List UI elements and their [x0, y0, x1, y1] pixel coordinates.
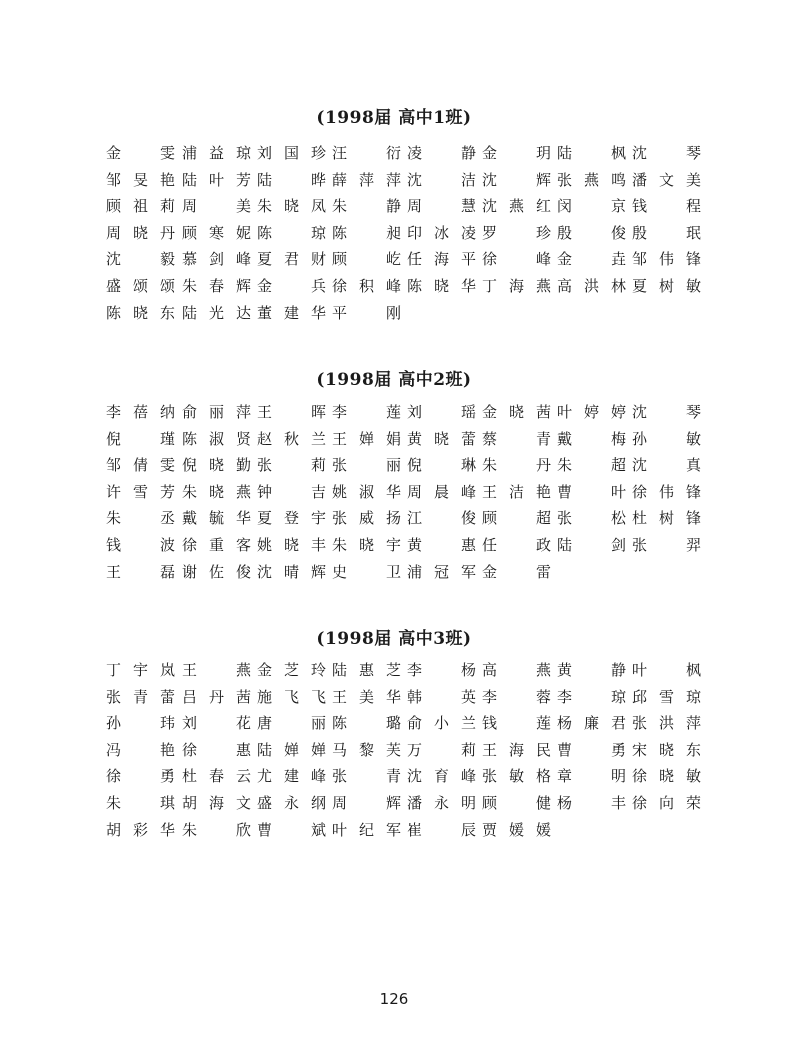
student-name: 陆叶芳 [182, 170, 251, 189]
name-row [106, 170, 701, 197]
student-name: 邹倩雯 [106, 456, 175, 475]
student-name: 张羿 [632, 535, 701, 554]
student-name: 王磊 [106, 562, 175, 581]
student-name: 陆枫 [557, 144, 626, 162]
student-name: 浦益琼 [182, 144, 251, 162]
student-name: 顾健 [482, 793, 551, 812]
student-name: 张莉 [257, 456, 326, 475]
student-name: 沈真 [632, 456, 701, 475]
student-name: 贾媛媛 [482, 820, 551, 839]
student-name: 徐向荣 [632, 793, 701, 812]
student-name: 钱波 [106, 535, 175, 554]
page-number: 126 [379, 990, 409, 1008]
student-name: 朱丞 [106, 509, 175, 528]
student-name: 蔡青 [482, 429, 551, 448]
student-name: 高燕 [482, 661, 551, 679]
student-name: 沈燕红 [482, 197, 551, 216]
student-name: 顾超 [482, 509, 551, 528]
student-name: 盛永纲 [257, 793, 326, 812]
student-name: 金玥 [482, 144, 551, 162]
student-name: 陈淑贤 [182, 429, 251, 448]
student-name: 倪瑾 [106, 429, 175, 448]
student-name: 金晓茜 [482, 403, 551, 421]
student-name: 夏登宇 [257, 509, 326, 528]
student-name: 朱晓燕 [182, 482, 251, 501]
student-name: 浦冠军 [407, 562, 476, 581]
student-name: 夏君财 [257, 250, 326, 269]
student-name: 张丽 [332, 456, 401, 475]
student-name: 崔辰 [407, 820, 476, 839]
student-name: 史卫 [332, 562, 401, 581]
student-name: 平刚 [332, 303, 401, 322]
student-name: 陆剑 [557, 535, 626, 554]
student-name: 董建华 [257, 303, 326, 322]
student-name: 徐惠 [182, 740, 251, 759]
student-name: 陈晓华 [407, 276, 476, 295]
student-name: 张敏格 [482, 767, 551, 786]
student-name: 张松 [557, 509, 626, 528]
student-name: 黄晓蕾 [407, 429, 476, 448]
name-row [106, 429, 701, 456]
student-name: 江俊 [407, 509, 476, 528]
student-name: 叶纪军 [332, 820, 401, 839]
student-name: 杜树锋 [632, 509, 701, 528]
student-name: 陆惠芝 [332, 661, 401, 679]
student-name: 周晨峰 [407, 482, 476, 501]
name-row [106, 766, 701, 793]
student-name: 王洁艳 [482, 482, 551, 501]
name-row [106, 223, 701, 250]
name-row [106, 402, 701, 429]
student-name: 姚晓丰 [257, 535, 326, 554]
student-name: 沈琴 [632, 403, 701, 421]
student-name: 尤建峰 [257, 767, 326, 786]
student-name: 张洪萍 [632, 714, 701, 733]
student-name: 谢佐俊 [182, 562, 251, 581]
student-name: 孙玮 [106, 714, 175, 733]
student-name: 陈晓东 [106, 303, 175, 322]
name-grid-class-2 [106, 402, 701, 588]
student-name: 许雪芳 [106, 482, 175, 501]
student-name: 金雷 [482, 562, 551, 581]
student-name: 冯艳 [106, 740, 175, 759]
student-name: 张青 [332, 767, 401, 786]
student-name: 章明 [557, 767, 626, 786]
student-name: 俞丽萍 [182, 403, 251, 421]
student-name: 沈洁 [407, 170, 476, 189]
student-name: 戴梅 [557, 429, 626, 448]
student-name: 金垚 [557, 250, 626, 269]
student-name: 胡彩华 [106, 820, 175, 839]
student-name: 徐勇 [106, 767, 175, 786]
name-row [106, 687, 701, 714]
student-name: 施飞飞 [257, 687, 326, 706]
student-name: 刘瑶 [407, 403, 476, 421]
name-row [106, 535, 701, 562]
student-name: 盛颂颂 [106, 276, 175, 295]
student-name: 李琼 [557, 687, 626, 706]
student-name: 朱琪 [106, 793, 175, 812]
student-name: 高洪林 [557, 276, 626, 295]
student-name: 周慧 [407, 197, 476, 216]
student-name: 俞小兰 [407, 714, 476, 733]
student-name: 丁海燕 [482, 276, 551, 295]
name-row [106, 562, 686, 589]
student-name: 潘永明 [407, 793, 476, 812]
name-row [106, 740, 701, 767]
student-name: 周辉 [332, 793, 401, 812]
student-name: 汪衍 [332, 144, 401, 162]
student-name: 邱雪琼 [632, 687, 701, 706]
student-name: 朱静 [332, 197, 401, 216]
student-name: 沈辉 [482, 170, 551, 189]
student-name: 吕丹茜 [182, 687, 251, 706]
student-name: 徐峰 [482, 250, 551, 269]
student-name: 刘国珍 [257, 144, 326, 162]
student-name: 戴毓华 [182, 509, 251, 528]
student-name: 朱超 [557, 456, 626, 475]
student-name: 钱莲 [482, 714, 551, 733]
section-title-class-1: (1998届 高中1班) [316, 108, 472, 128]
name-row [106, 303, 686, 330]
student-name: 闵京 [557, 197, 626, 216]
student-name: 沈琴 [632, 144, 701, 162]
student-name: 杜春云 [182, 767, 251, 786]
student-name: 钱程 [632, 197, 701, 216]
student-name: 徐重客 [182, 535, 251, 554]
student-name: 周晓丹 [106, 223, 175, 242]
name-row [106, 713, 701, 740]
student-name: 沈毅 [106, 250, 175, 269]
student-name: 曹勇 [557, 740, 626, 759]
student-name: 朱欣 [182, 820, 251, 839]
student-name: 曹叶 [557, 482, 626, 501]
student-name: 薛萍萍 [332, 170, 401, 189]
student-name: 沈育峰 [407, 767, 476, 786]
student-name: 叶婷婷 [557, 403, 626, 421]
name-row [106, 143, 701, 170]
name-row [106, 482, 701, 509]
student-name: 唐丽 [257, 714, 326, 733]
student-name: 李莲 [332, 403, 401, 421]
student-name: 金兵 [257, 276, 326, 295]
student-name: 朱春辉 [182, 276, 251, 295]
student-name: 陆婵婵 [257, 740, 326, 759]
student-name: 夏树敏 [632, 276, 701, 295]
student-name: 李蓓纳 [106, 403, 175, 421]
student-name: 陆光达 [182, 303, 251, 322]
name-row [106, 196, 701, 223]
student-name: 韩英 [407, 687, 476, 706]
student-name: 宋晓东 [632, 740, 701, 759]
student-name: 叶枫 [632, 661, 701, 679]
student-name: 王海民 [482, 740, 551, 759]
student-name: 王燕 [182, 661, 251, 679]
student-name: 邹旻艳 [106, 170, 175, 189]
student-name: 孙敏 [632, 429, 701, 448]
section-title-class-2: (1998届 高中2班) [316, 370, 472, 390]
student-name: 张青蕾 [106, 687, 175, 706]
student-name: 邹伟锋 [632, 250, 701, 269]
student-name: 杨丰 [557, 793, 626, 812]
student-name: 陈琼 [257, 223, 326, 242]
name-row [106, 660, 701, 687]
student-name: 曹斌 [257, 820, 326, 839]
name-row [106, 276, 701, 303]
student-name: 李蓉 [482, 687, 551, 706]
student-name: 潘文美 [632, 170, 701, 189]
student-name: 陈昶 [332, 223, 401, 242]
name-grid-class-3 [106, 660, 701, 846]
name-grid-class-1 [106, 143, 701, 329]
student-name: 张燕鸣 [557, 170, 626, 189]
student-name: 赵秋兰 [257, 429, 326, 448]
student-name: 万莉 [407, 740, 476, 759]
student-name: 朱晓宇 [332, 535, 401, 554]
student-name: 印冰凌 [407, 223, 476, 242]
student-name: 任政 [482, 535, 551, 554]
student-name: 倪琳 [407, 456, 476, 475]
student-name: 马黎芙 [332, 740, 401, 759]
student-name: 王婵娟 [332, 429, 401, 448]
student-name: 倪晓勤 [182, 456, 251, 475]
name-row [106, 508, 701, 535]
student-name: 凌静 [407, 144, 476, 162]
student-name: 周美 [182, 197, 251, 216]
student-name: 徐积峰 [332, 276, 401, 295]
name-row [106, 793, 701, 820]
student-name: 陈璐 [332, 714, 401, 733]
student-name: 张威扬 [332, 509, 401, 528]
student-name: 朱丹 [482, 456, 551, 475]
student-name: 徐晓敏 [632, 767, 701, 786]
student-name: 金雯 [106, 144, 175, 162]
student-name: 王晖 [257, 403, 326, 421]
student-name: 李杨 [407, 661, 476, 679]
student-name: 王美华 [332, 687, 401, 706]
student-name: 钟吉 [257, 482, 326, 501]
student-name: 沈晴辉 [257, 562, 326, 581]
section-title-class-3: (1998届 高中3班) [316, 629, 472, 649]
student-name: 任海平 [407, 250, 476, 269]
student-name: 顾祖莉 [106, 197, 175, 216]
student-name: 刘花 [182, 714, 251, 733]
student-name: 金芝玲 [257, 661, 326, 679]
student-name: 黄惠 [407, 535, 476, 554]
student-name: 朱晓凤 [257, 197, 326, 216]
student-name: 黄静 [557, 661, 626, 679]
name-row [106, 820, 686, 847]
student-name: 慕剑峰 [182, 250, 251, 269]
student-name: 殷珉 [632, 223, 701, 242]
student-name: 陆晔 [257, 170, 326, 189]
student-name: 顾寒妮 [182, 223, 251, 242]
student-name: 徐伟锋 [632, 482, 701, 501]
student-name: 杨廉君 [557, 714, 626, 733]
name-row [106, 455, 701, 482]
student-name: 殷俊 [557, 223, 626, 242]
student-name: 顾屹 [332, 250, 401, 269]
student-name: 罗珍 [482, 223, 551, 242]
student-name: 姚淑华 [332, 482, 401, 501]
student-name: 胡海文 [182, 793, 251, 812]
student-name: 丁宇岚 [106, 661, 175, 679]
name-row [106, 249, 701, 276]
